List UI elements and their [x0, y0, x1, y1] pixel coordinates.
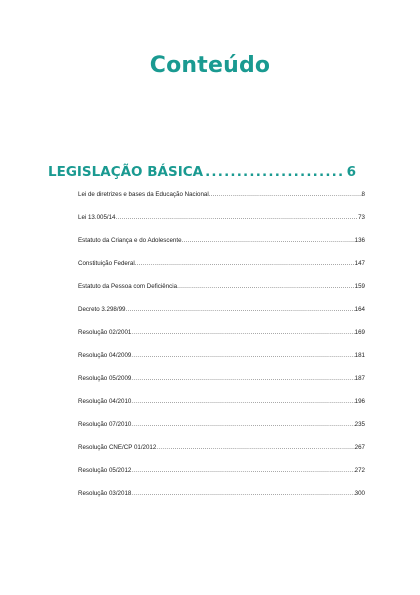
- toc-entry-label: Resolução 04/2010: [78, 398, 132, 405]
- toc-entry-page: 272: [354, 467, 365, 474]
- dot-leader: [131, 375, 354, 382]
- toc-entry-page: 300: [354, 490, 365, 497]
- toc-entry[interactable]: [78, 398, 365, 421]
- dot-leader: [131, 467, 354, 474]
- dot-leader: [125, 306, 354, 313]
- toc-entry-label: Estatuto da Criança e do Adolescente: [78, 237, 182, 244]
- toc-entry-label: Lei de diretrizes e bases da Educação Nacional: [78, 191, 209, 198]
- toc-entry-label: Resolução 05/2009: [78, 375, 132, 382]
- toc-entry[interactable]: [78, 329, 365, 352]
- toc-entry-page: 181: [354, 352, 365, 359]
- toc-entry-page: 235: [354, 421, 365, 428]
- toc-entry[interactable]: [78, 490, 365, 513]
- toc-entry-label: Resolução 04/2009: [78, 352, 132, 359]
- toc-entry-page: 164: [354, 306, 365, 313]
- dot-leader: [135, 260, 355, 267]
- dot-leader: [177, 283, 355, 290]
- dot-leader: [131, 490, 354, 497]
- toc-entry-list: [78, 191, 365, 513]
- toc-entry-page: 267: [354, 444, 365, 451]
- toc-entry[interactable]: [78, 283, 365, 306]
- toc-entry-label: Lei 13.005/14: [78, 214, 116, 221]
- dot-leader: [131, 352, 354, 359]
- dot-leader: [205, 163, 345, 181]
- toc-entry-label: Resolução CNE/CP 01/2012: [78, 444, 157, 451]
- toc-entry[interactable]: [78, 237, 365, 260]
- toc-entry-page: 169: [354, 329, 365, 336]
- toc-entry[interactable]: [78, 421, 365, 444]
- toc-entry[interactable]: [78, 260, 365, 283]
- dot-leader: [116, 214, 359, 221]
- toc-entry[interactable]: [78, 191, 365, 214]
- toc-entry-page: 196: [354, 398, 365, 405]
- dot-leader: [182, 237, 355, 244]
- toc-entry-page: 159: [354, 283, 365, 290]
- dot-leader: [156, 444, 354, 451]
- dot-leader: [131, 329, 354, 336]
- toc-entry[interactable]: [78, 352, 365, 375]
- dot-leader: [131, 421, 354, 428]
- page-title: Conteúdo: [149, 53, 271, 78]
- toc-entry-page: 187: [354, 375, 365, 382]
- toc-entry[interactable]: [78, 375, 365, 398]
- toc-entry-label: Constituição Federal: [78, 260, 135, 267]
- toc-entry-label: Decreto 3.298/99: [78, 306, 126, 313]
- toc-entry[interactable]: [78, 214, 365, 237]
- dot-leader: [131, 398, 354, 405]
- toc-entry-label: Resolução 07/2010: [78, 421, 132, 428]
- toc-entry-page: 147: [354, 260, 365, 267]
- toc-entry-page: 73: [358, 214, 365, 221]
- section-page-number: 6: [346, 164, 356, 180]
- toc-entry-label: Resolução 03/2018: [78, 490, 132, 497]
- dot-leader: [209, 191, 362, 198]
- toc-entry-label: Estatuto da Pessoa com Deficiência: [78, 283, 178, 290]
- toc-entry-page: 8: [361, 191, 365, 198]
- toc-entry-page: 136: [354, 237, 365, 244]
- toc-entry[interactable]: [78, 444, 365, 467]
- section-title: LEGISLAÇÃO BÁSICA: [48, 164, 204, 180]
- toc-entry[interactable]: [78, 467, 365, 490]
- toc-entry-label: Resolução 05/2012: [78, 467, 132, 474]
- toc-entry-label: Resolução 02/2001: [78, 329, 132, 336]
- toc-section-heading[interactable]: [48, 163, 356, 181]
- toc-entry[interactable]: [78, 306, 365, 329]
